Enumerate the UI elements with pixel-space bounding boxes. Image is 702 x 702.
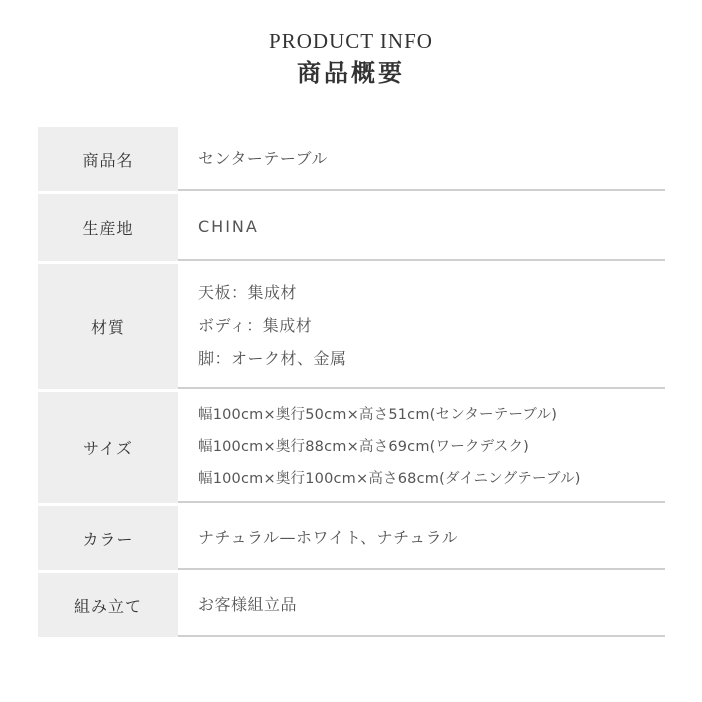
- spec-value: [178, 264, 665, 389]
- spec-value-line: CHINA: [198, 217, 259, 236]
- spec-value-line: 幅100cm×奥行88cm×高さ69cm(ワークデスク): [198, 438, 529, 455]
- spec-row-origin: [38, 194, 665, 261]
- spec-label: 商品名: [38, 127, 178, 191]
- title-ja: 商品概要: [297, 59, 405, 87]
- spec-value-line: 幅100cm×奥行100cm×高さ68cm(ダイニングテーブル): [198, 470, 581, 487]
- spec-value: [178, 573, 665, 637]
- spec-row-assembly: [38, 573, 665, 637]
- spec-value: [178, 392, 665, 503]
- spec-value-line: 幅100cm×奥行50cm×高さ51cm(センターテーブル): [198, 406, 558, 423]
- spec-row-color: [38, 506, 665, 570]
- spec-label: サイズ: [38, 392, 178, 503]
- spec-row-product-name: [38, 127, 665, 191]
- spec-label: 材質: [38, 264, 178, 389]
- spec-table: [38, 127, 665, 637]
- spec-label: 生産地: [38, 194, 178, 261]
- spec-value-line: お客様組立品: [198, 594, 298, 614]
- spec-value: [178, 127, 665, 191]
- spec-row-material: [38, 264, 665, 389]
- page-header: [0, 28, 702, 88]
- spec-label: カラー: [38, 506, 178, 570]
- spec-value: [178, 194, 665, 261]
- spec-value-line: 脚：オーク材、金属: [198, 349, 347, 368]
- spec-value-line: 天板：集成材: [198, 283, 298, 302]
- title-en: PRODUCT INFO: [269, 29, 433, 53]
- spec-label: 組み立て: [38, 573, 178, 637]
- spec-value-line: センターテーブル: [198, 148, 328, 168]
- spec-value-line: ナチュラル—ホワイト、ナチュラル: [198, 527, 459, 547]
- spec-value-line: ボディ：集成材: [198, 316, 313, 335]
- spec-value: [178, 506, 665, 570]
- spec-row-size: [38, 392, 665, 503]
